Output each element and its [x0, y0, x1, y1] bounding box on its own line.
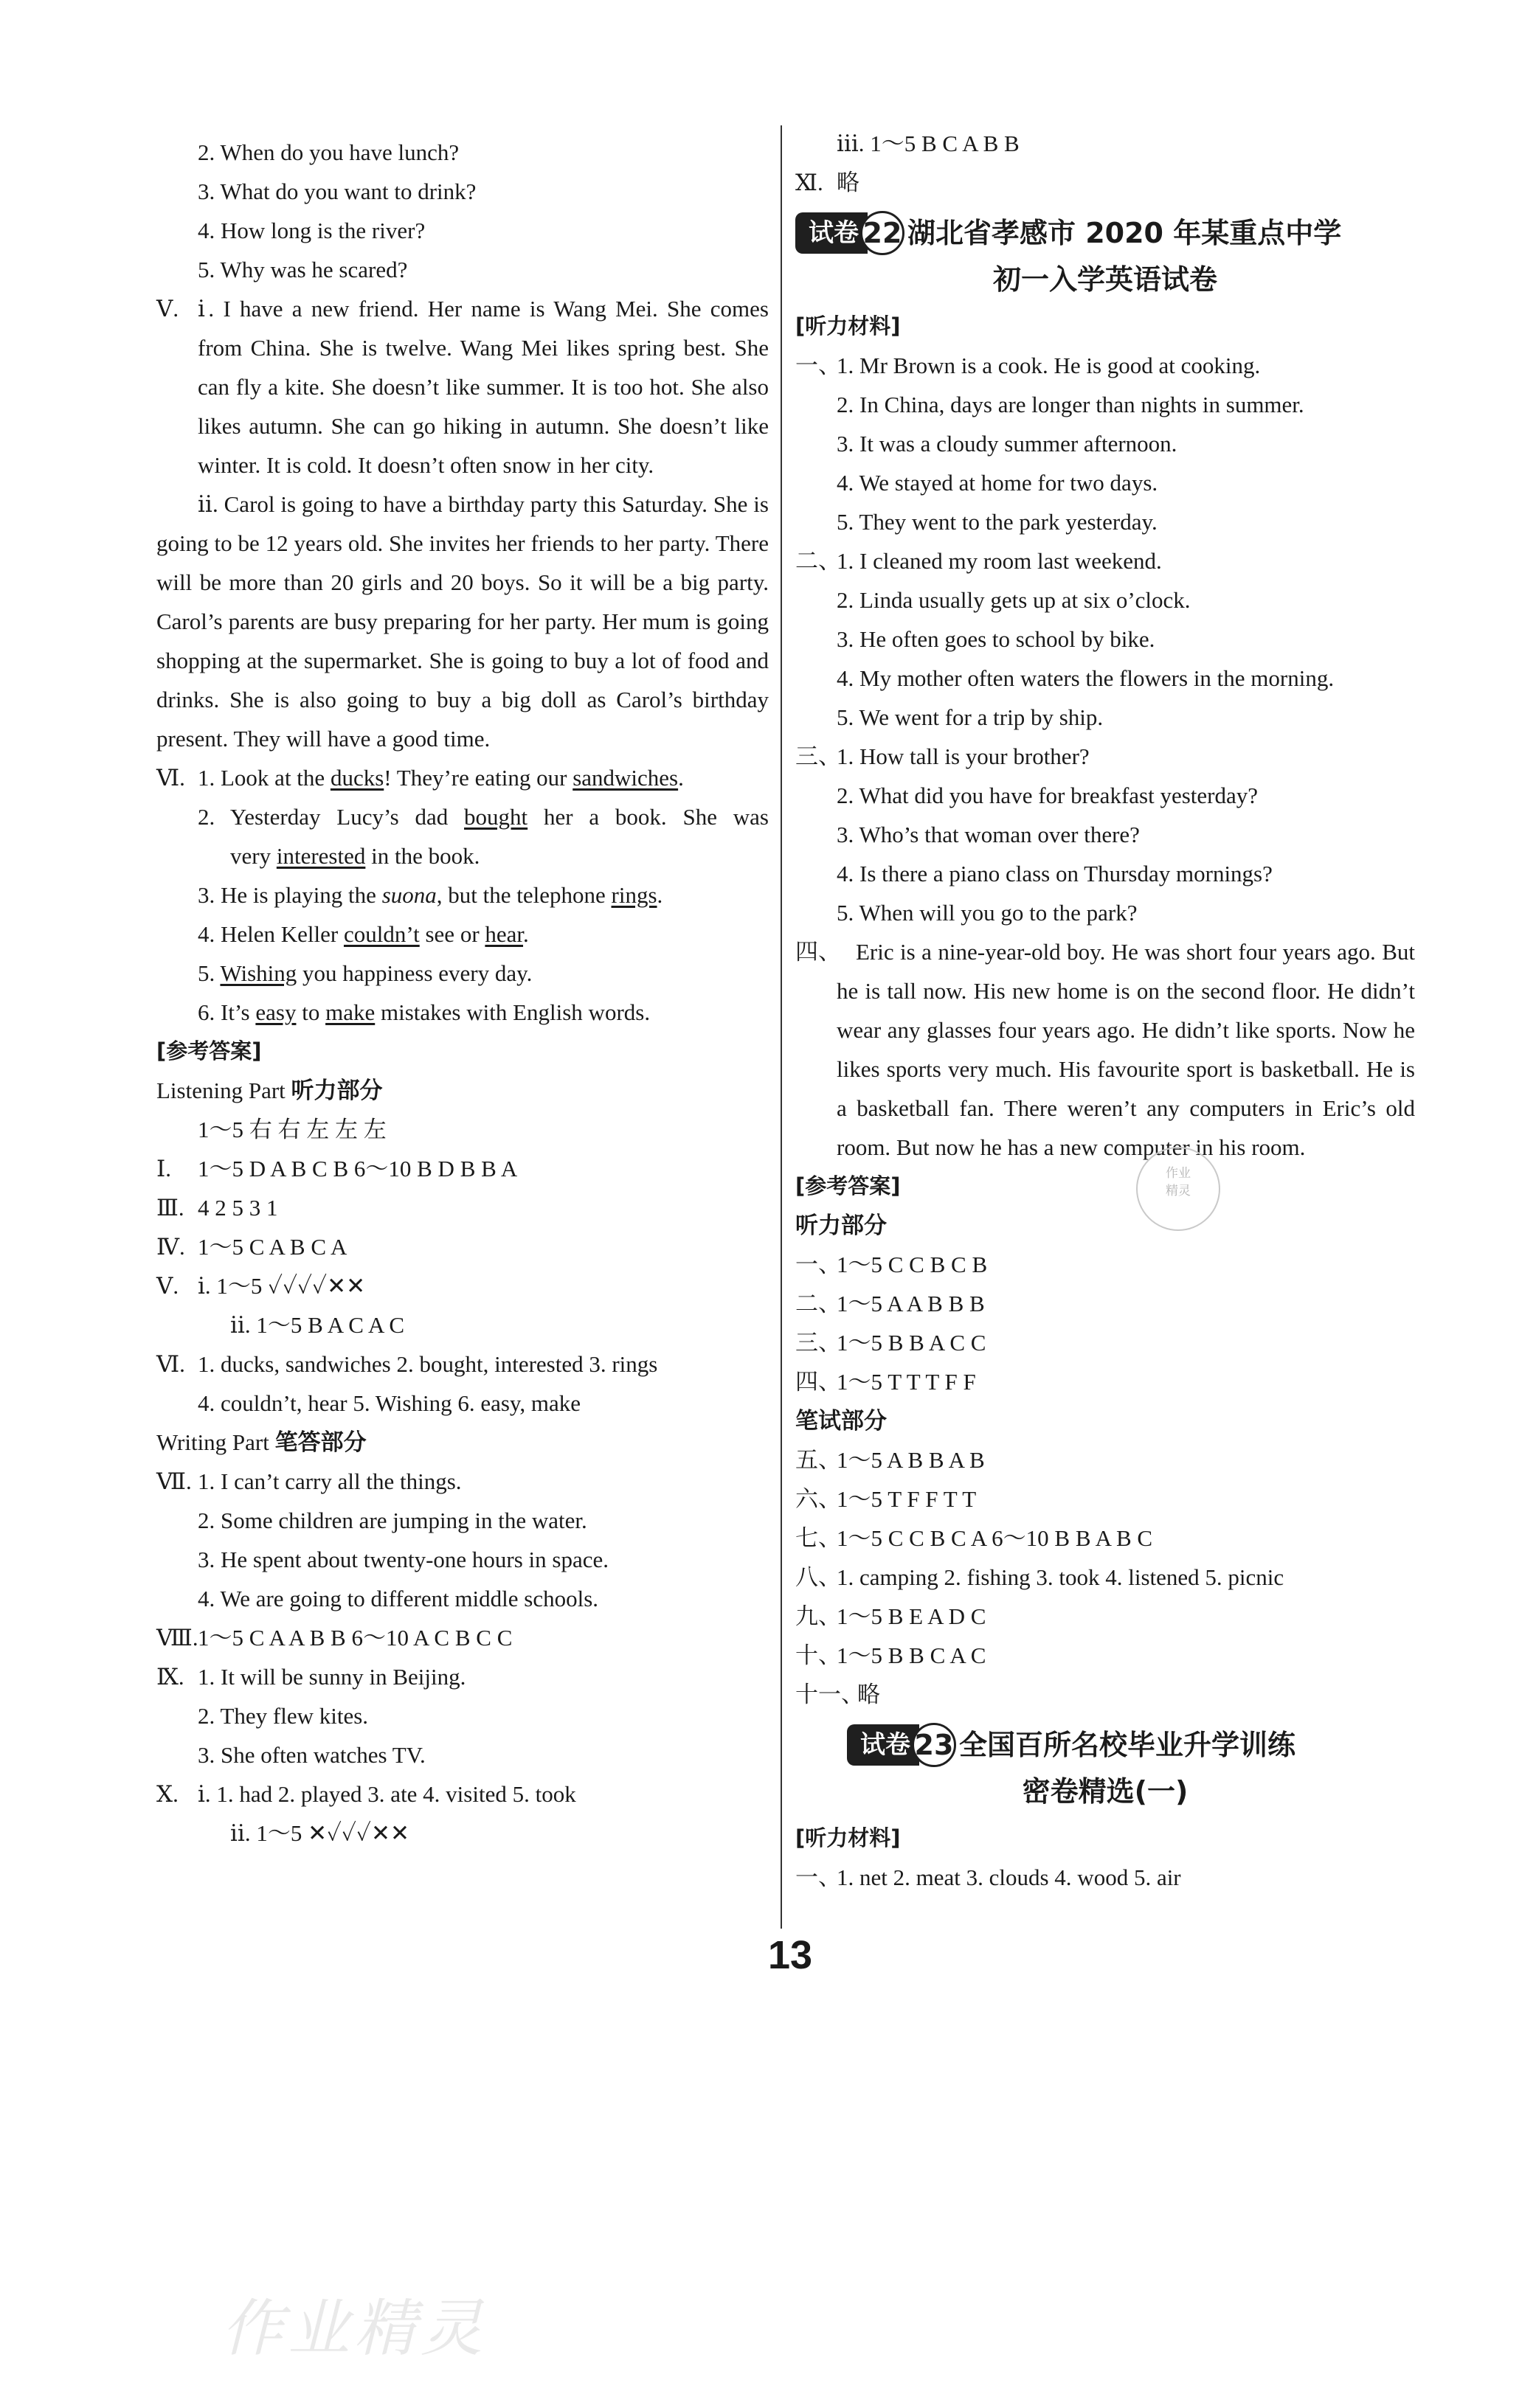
vi-sentence-2b: very interested in the book.: [230, 843, 480, 869]
test-22-listening-line-15: 5. When will you go to the park?: [837, 900, 1138, 926]
test-22-listening-answer-3: 三、1～5 B B A C C: [795, 1330, 986, 1356]
test-22-listening-line-6: 二、1. I cleaned my room last weekend.: [795, 548, 1162, 574]
vi-sentence-5: 5. Wishing you happiness every day.: [198, 960, 533, 986]
section-v-ii-text: ⅱ. Carol is going to have a birthday party this Saturday. She is going to be 12 years old. She invites her friends to her party. There will be more than 20 girls and 20 boys. So it will be a big party. Carol’s parents are busy preparing for her party. Her mum is going shopping at the supermarket. She is going to buy a lot of food and drinks. She is also going to buy a big doll as Carol’s birthday present. They will have a good time.: [156, 491, 769, 752]
test-22-listening-answer-1: 一、1～5 C C B C B: [795, 1252, 988, 1277]
test-22-listening-answer-4: 四、1～5 T T T F F: [795, 1369, 976, 1395]
section-v: [156, 289, 769, 485]
test-22-listening-line-11: 三、1. How tall is your brother?: [795, 743, 1090, 769]
vi-sentence-4: 4. Helen Keller couldn’t see or hear.: [198, 921, 529, 947]
section-v-label: Ⅴ.: [156, 296, 179, 322]
test-22-written-answer-7: 十一、略: [795, 1682, 880, 1707]
test-22-listening-line-2: 2. In China, days are longer than nights in summer.: [837, 392, 1304, 417]
test-22-listening-line-12: 2. What did you have for breakfast yesterday?: [837, 783, 1258, 808]
right-column: [795, 124, 1415, 1897]
answers-header-left: [参考答案]: [156, 1038, 262, 1064]
written-part-label: 笔试部分: [795, 1408, 887, 1434]
test-22-written-answer-3: 七、1～5 C C B C A 6～10 B B A B C: [795, 1525, 1153, 1551]
right-top-answers: [795, 124, 1415, 202]
test-22-written-answer-6: 十、1～5 B B C A C: [795, 1642, 986, 1668]
test-22-listening-line-14: 4. Is there a piano class on Thursday mornings?: [837, 861, 1273, 886]
left-column: [156, 133, 769, 1853]
listening-part-label: 听力部分: [795, 1212, 887, 1238]
left-question-line-4: 5. Why was he scared?: [198, 257, 408, 282]
left-top-questions: [156, 133, 769, 289]
test-22-listening-line-10: 5. We went for a trip by ship.: [837, 704, 1104, 730]
page-number: 13: [768, 1933, 813, 1977]
listening-answer-line-5: Ⅴ. ⅰ. 1～5 ✓✓✓✓✕✕: [156, 1273, 366, 1299]
vi-sentence-6: 6. It’s easy to make mistakes with English words.: [198, 999, 651, 1025]
watermark-stamp: 作业 精灵: [1136, 1147, 1220, 1231]
test-22-listening-answers: [795, 1245, 1415, 1401]
left-question-line-1: 2. When do you have lunch?: [198, 139, 460, 165]
test-22-listening-line-1: 一、1. Mr Brown is a cook. He is good at cooking.: [795, 353, 1261, 378]
left-question-line-3: 4. How long is the river?: [198, 218, 426, 243]
left-question-line-2: 3. What do you want to drink?: [198, 178, 477, 204]
test-22-listening-line-7: 2. Linda usually gets up at six o’clock.: [837, 587, 1191, 613]
test-22-written-answer-1: 五、1～5 A B B A B: [795, 1447, 985, 1473]
listening-answer-line-8: 4. couldn’t, hear 5. Wishing 6. easy, make: [198, 1390, 581, 1416]
test-22-written-answers: [795, 1440, 1415, 1714]
test-22-listening-line-13: 3. Who’s that woman over there?: [837, 822, 1140, 847]
writing-answer-line-2: 2. Some children are jumping in the water.: [198, 1507, 587, 1533]
listening-answer-line-1: 1～5 右 右 左 左 左: [198, 1117, 387, 1142]
writing-answer-line-8: 3. She often watches TV.: [198, 1742, 426, 1768]
listening-part-heading: Listening Part 听力部分: [156, 1078, 383, 1103]
column-divider: [781, 125, 782, 1929]
test-22-listening-line-8: 3. He often goes to school by bike.: [837, 626, 1155, 652]
section-4-passage: 四、 Eric is a nine-year-old boy. He was short four years ago. But he is tall now. His new home is on the second floor. He didn’t wear any glasses four years ago. He didn’t like sports. Now he likes sports very much. His favourite sport is basketball. He is a basketball fan. There weren’t any computers in Eric’s old room. But now he has a new computer in his room.: [795, 939, 1415, 1160]
listening-answer-line-2: Ⅰ. 1～5 D A B C B 6～10 B D B B A: [156, 1156, 518, 1182]
vi-sentence-3: 3. He is playing the suona, but the telephone rings.: [198, 882, 663, 908]
test-22-listening-lines: [795, 346, 1415, 932]
vi-sentence-2: 2. Yesterday Lucy’s dad bought her a book. She was: [198, 804, 769, 830]
writing-answer-line-10: ⅱ. 1～5 ✕✓✓✓✕✕: [230, 1820, 409, 1846]
test-23-title: 试卷 23 全国百所名校毕业升学训练 密卷精选(一): [795, 1718, 1415, 1816]
test-22-listening-line-4: 4. We stayed at home for two days.: [837, 470, 1158, 496]
listening-material-header-2: [听力材料]: [795, 1825, 901, 1850]
writing-answer-line-7: 2. They flew kites.: [198, 1703, 369, 1729]
test-23-line-1: 一、1. net 2. meat 3. clouds 4. wood 5. air: [795, 1864, 1181, 1890]
listening-answer-line-4: Ⅳ. 1～5 C A B C A: [156, 1234, 347, 1260]
test-22-listening-line-9: 4. My mother often waters the flowers in the morning.: [837, 665, 1335, 691]
section-v-i-text: ⅰ. I have a new friend. Her name is Wang Mei. She comes from China. She is twelve. Wang Mei likes spring best. She can fly a kite. She doesn’t like summer. It is too hot. She also likes autumn. She can go hiking in autumn. She doesn’t like winter. It is cold. It doesn’t often snow in her city.: [198, 296, 769, 478]
writing-answer-line-1: Ⅶ. 1. I can’t carry all the things.: [156, 1468, 462, 1494]
vi-sentence-1: Ⅵ. 1. Look at the ducks! They’re eating our sandwiches.: [156, 765, 684, 791]
writing-answer-line-3: 3. He spent about twenty-one hours in space.: [198, 1547, 609, 1572]
test-22-title: 试卷 22 湖北省孝感市 2020 年某重点中学 初一入学英语试卷: [795, 207, 1415, 304]
right-top-line-1: ⅲ. 1～5 B C A B B: [837, 131, 1020, 156]
test-22-listening-line-5: 5. They went to the park yesterday.: [837, 509, 1158, 535]
writing-part-heading: Writing Part 笔答部分: [156, 1429, 367, 1455]
writing-answer-line-9: Ⅹ. ⅰ. 1. had 2. played 3. ate 4. visited 5. took: [156, 1781, 576, 1807]
listening-material-header: [听力材料]: [795, 313, 901, 339]
right-top-line-2: Ⅺ. 略: [795, 170, 859, 195]
test-22-written-answer-2: 六、1～5 T F F T T: [795, 1486, 977, 1512]
writing-answer-line-5: Ⅷ.1～5 C A A B B 6～10 A C B C C: [156, 1625, 513, 1651]
test-23-badge: 试卷 23: [847, 1724, 956, 1766]
test-22-listening-answer-2: 二、1～5 A A B B B: [795, 1291, 985, 1316]
test-22-written-answer-5: 九、1～5 B E A D C: [795, 1603, 986, 1629]
listening-answers: [156, 1110, 769, 1423]
test-22-written-answer-4: 八、1. camping 2. fishing 3. took 4. listened 5. picnic: [795, 1564, 1284, 1590]
watermark-logo: 作业精灵: [221, 2292, 488, 2364]
writing-answer-line-6: Ⅸ. 1. It will be sunny in Beijing.: [156, 1664, 466, 1690]
test-22-badge: 试卷 22: [795, 212, 904, 254]
answers-header-right: [参考答案]: [795, 1173, 901, 1198]
writing-answer-line-4: 4. We are going to different middle schools.: [198, 1586, 599, 1611]
listening-answer-line-3: Ⅲ. 4 2 5 3 1: [156, 1195, 278, 1221]
listening-answer-line-7: Ⅵ. 1. ducks, sandwiches 2. bought, interested 3. rings: [156, 1351, 658, 1377]
listening-answer-line-6: ⅱ. 1～5 B A C A C: [230, 1312, 405, 1338]
writing-answers: [156, 1462, 769, 1853]
test-22-listening-line-3: 3. It was a cloudy summer afternoon.: [837, 431, 1177, 457]
